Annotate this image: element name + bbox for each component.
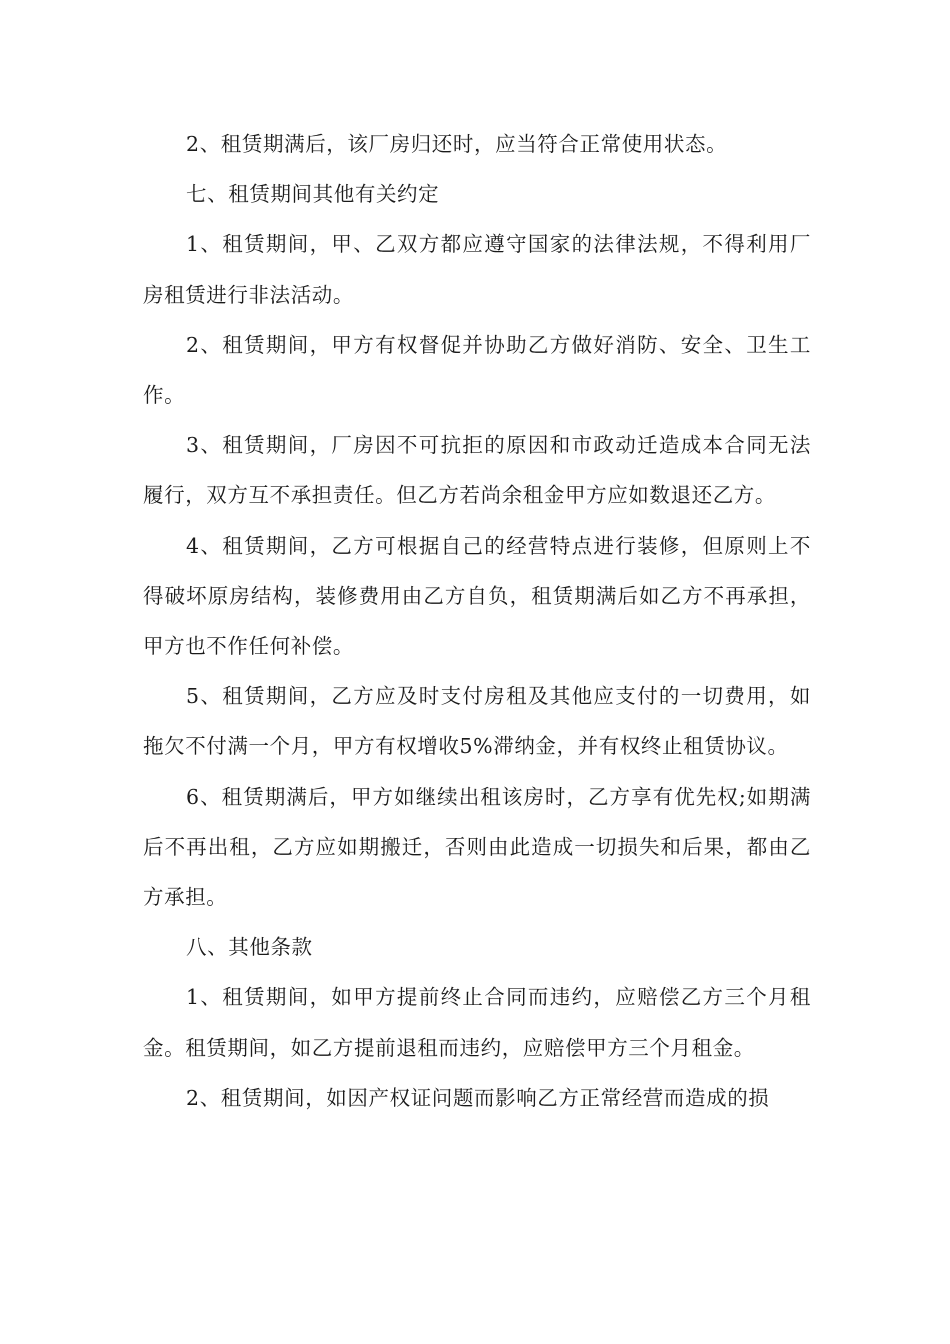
section-heading-8: 八、其他条款 xyxy=(186,935,313,960)
clause-priority-renewal: 6、租赁期满后，甲方如继续出租该房时，乙方享有优先权;如期满后不再出租，乙方应如期搬迁，否则由此造成一切损失和后果，都由乙方承担。 xyxy=(143,784,811,910)
section-heading-7: 七、租赁期间其他有关约定 xyxy=(186,182,440,207)
clause-payment-late-fee: 5、租赁期间，乙方应及时支付房租及其他应支付的一切费用，如拖欠不付满一个月，甲方有权增收5%滞纳金，并有权终止租赁协议。 xyxy=(143,684,811,759)
clause-early-termination: 1、租赁期间，如甲方提前终止合同而违约，应赔偿乙方三个月租金。租赁期间，如乙方提前退租而违约，应赔偿甲方三个月租金。 xyxy=(143,985,811,1060)
clause-lawful-use: 1、租赁期间，甲、乙双方都应遵守国家的法律法规，不得利用厂房租赁进行非法活动。 xyxy=(143,232,811,307)
clause-force-majeure: 3、租赁期间，厂房因不可抗拒的原因和市政动迁造成本合同无法履行，双方互不承担责任。但乙方若尚余租金甲方应如数退还乙方。 xyxy=(143,433,811,508)
clause-safety-supervision: 2、租赁期间，甲方有权督促并协助乙方做好消防、安全、卫生工作。 xyxy=(143,332,811,408)
document-body xyxy=(143,119,811,1123)
clause-title-certificate: 2、租赁期间，如因产权证问题而影响乙方正常经营而造成的损 xyxy=(186,1085,770,1110)
clause-7-2-return-condition: 2、租赁期满后，该厂房归还时，应当符合正常使用状态。 xyxy=(186,132,728,156)
clause-renovation: 4、租赁期间，乙方可根据自己的经营特点进行装修，但原则上不得破坏原房结构，装修费用由乙方自负，租赁期满后如乙方不再承担，甲方也不作任何补偿。 xyxy=(143,533,811,659)
